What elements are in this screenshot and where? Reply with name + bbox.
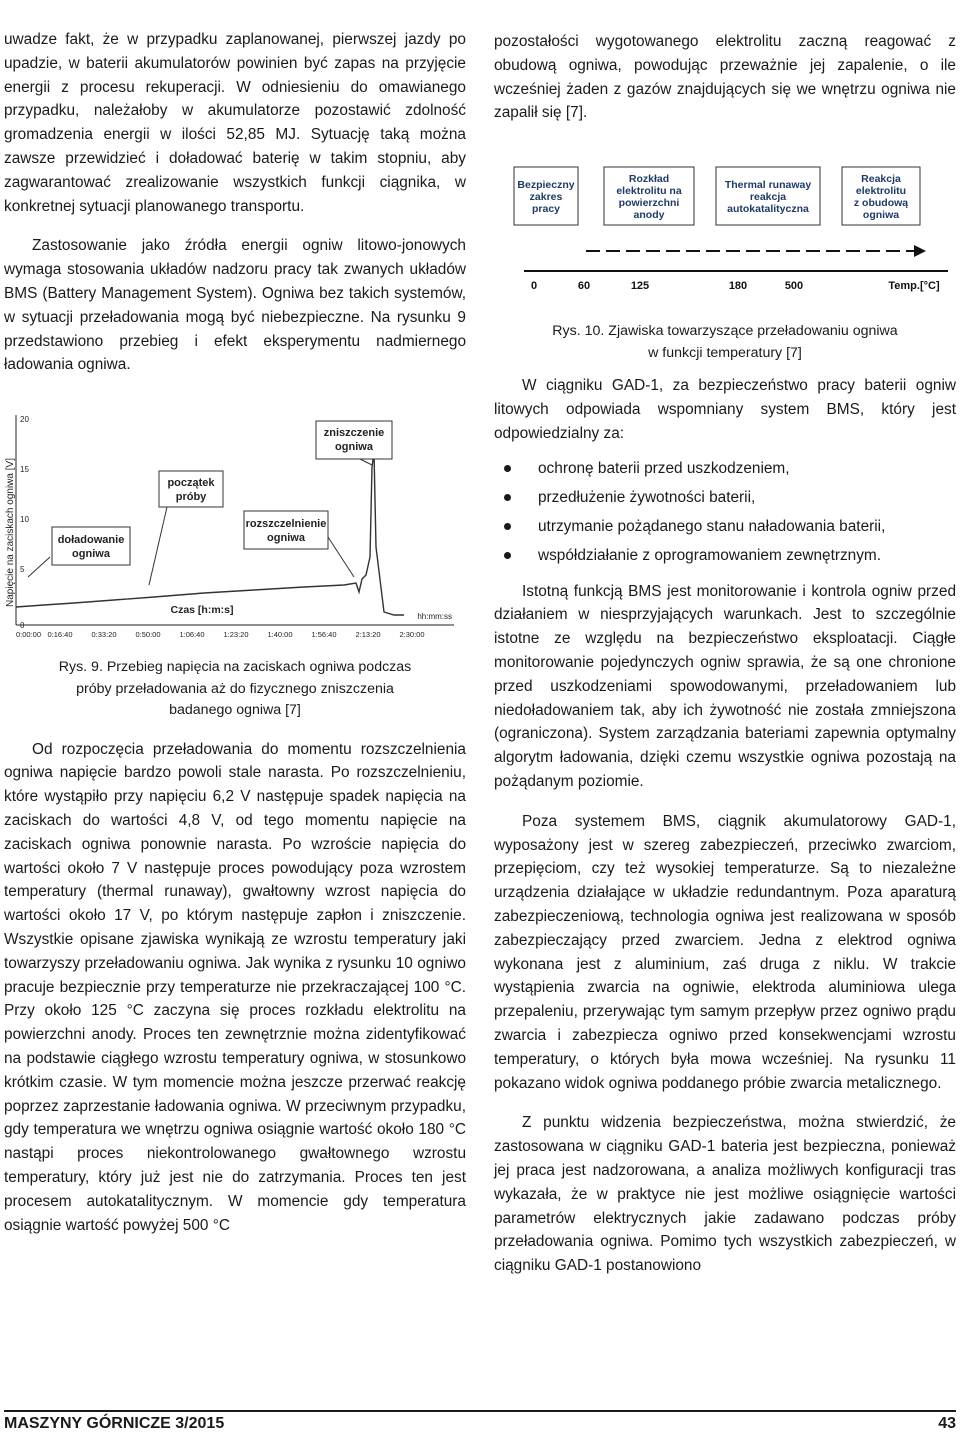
x-tick-label: 0:33:20 [91, 630, 117, 640]
paragraph: Z punktu widzenia bezpieczeństwa, można stwierdzić, że zastosowana w ciągniku GAD-1 bateria jest bezpieczna, ponieważ jej praca jest nadzorowana, a analiza możliwych konfiguracji tras wykazała, że w praktyce nie jest możliwe osiągnięcie wartości parametrów elektrycznych jakie zadawano podczas próby przeładowania ogniwa. Pomimo tych wszystkich zabezpieczeń, w ciągniku GAD-1 postanowiono [494, 1114, 956, 1275]
x-tick-label: 1:40:00 [267, 630, 293, 640]
x-tick-label: 0:00:00 [16, 630, 42, 640]
y-tick-label: 0 [20, 621, 25, 631]
phenomenon-box-text: powierzchni [618, 197, 680, 210]
figure-9-voltage-chart [4, 407, 466, 647]
phenomenon-box-text: zakres [529, 191, 563, 204]
temperature-tick-label: 125 [630, 280, 650, 293]
y-tick-labels [20, 415, 29, 630]
phenomenon-box-text: Reakcja [861, 173, 901, 186]
paragraph: Od rozpoczęcia przeładowania do momentu rozszczelnienia ogniwa napięcie bardzo powoli stale narasta. Po rozszczelnieniu, które wystąpiło przy napięciu 6,2 V następuje spadek napięcia na zaciskach do wartości 4,8 V, od tego momentu napięcie na zaciskach ogniwa ponownie narasta. Po wzroście napięcia do wartości około 7 V następuje proces powodujący poza wzrostem temperatury (thermal runaway), gwałtowny wzrost napięcia do wartości około 17 V, po którym następuje zapłon i zniszczenie. Wszystkie opisane zjawiska wynikają ze wzrostu temperatury jaki towarzyszy przeładowaniu ogniwa. Jak wynika z rysunku 10 ogniwo pracuje bezpiecznie przy temperaturze nie przekraczającej 100 °C. Przy około 125 °C zaczyna się proces rozkładu elektrolitu na powierzchni anody. Proces ten zewnętrznie można zidentyfikować na podstawie ciągłego wzrostu temperatury ogniwa, w stosunkowo krótkim czasie. W tym momencie można jeszcze przerwać reakcję poprzez zaprzestanie ładowania ogniwa. W przeciwnym przypadku, gdy temperatura we wnętrzu ogniwa osiągnie wartość około 180 °C nastąpi proces niekontrolowanego gwałtownego wzrostu temperatury, który już jest nie do zatrzymania. Proces ten jest procesem autokatalitycznym. W momencie gdy temperatura osiągnie wartość powyżej 500 °C [4, 740, 466, 1234]
phenomenon-box-text: anody [633, 209, 665, 222]
svg-text:zniszczenie: zniszczenie [323, 427, 385, 440]
paragraph: Istotną funkcją BMS jest monitorowanie i kontrola ogniw przed działaniem w niesprzyjających warunkach. Jest to szczególnie istotne ze względu na bezpieczeństwo eksploatacji. Ciągłe monitorowanie pojedynczych ogniw sprawia, że są one chronione przed uszkodzeniami spowodowanymi, przeładowaniem lub niedoładowaniem tak, aby ich żywotność nie została zmniejszona (ograniczona). System zarządzania bateriami zapewnia optymalny algorytm ładowania, dzięki czemu wszystkie ogniwa pozostają na pożądanym poziomie. [494, 582, 956, 790]
bullet-icon [504, 552, 511, 559]
paragraph: uwadze fakt, że w przypadku zaplanowanej, pierwszej jazdy po upadzie, w baterii akumulatorów powinien być zapas na przyjęcie energii z procesu rekuperacji. W odniesieniu do omawianego przypadku, należałoby w akumulatorze pozostawić zdolność gromadzenia energii w ilości 52,85 MJ. Sytuację taką można zawsze przewidzieć i doładować baterię w takim stopniu, aby zagwarantować zrealizowanie wszystkich funkcji ciągnika, w konkretnej sytuacji planowanego transportu. [4, 31, 466, 215]
figure-10-caption-line: w funkcji temperatury [7] [648, 344, 802, 361]
phenomenon-box-text: z obudową [853, 197, 909, 210]
phenomenon-box-text: reakcja [749, 191, 787, 204]
right-column [494, 30, 956, 1278]
phenomenon-box-text: ogniwa [862, 209, 900, 222]
paragraph: W ciągniku GAD-1, za bezpieczeństwo pracy baterii ogniw litowych odpowiada wspomniany system BMS, który jest odpowiedzialny za: [494, 377, 956, 442]
svg-text:ogniwa: ogniwa [72, 548, 110, 561]
svg-text:początek: początek [167, 477, 215, 490]
figure-10-temperature-diagram [494, 163, 956, 313]
y-tick-label: 15 [20, 465, 29, 475]
figure-10-caption-line: Rys. 10. Zjawiska towarzyszące przeładowaniu ogniwa [552, 323, 898, 340]
paragraph: pozostałości wygotowanego elektrolitu zaczną reagować z obudową ogniwa, powodując przeważnie jej zapalenie, o ile wcześniej żaden z gazów znajdujących się we wnętrzu ogniwa nie zapalił się [7]. [494, 33, 956, 122]
y-tick-label: 5 [20, 565, 25, 575]
phenomenon-box [716, 167, 820, 225]
arrow-head [914, 245, 926, 257]
temperature-diagram-svg [494, 163, 956, 313]
temperature-tick-label: 180 [728, 280, 748, 293]
temperature-tick-label: 500 [784, 280, 804, 293]
x-tick-labels [16, 630, 425, 639]
footer-divider [4, 1410, 956, 1412]
left-column [4, 28, 466, 1237]
x-tick-label: 1:06:40 [179, 630, 205, 640]
phenomenon-box-text: elektrolitu [855, 185, 907, 198]
bms-responsibility-list [494, 454, 956, 570]
svg-text:doładowanie: doładowanie [57, 534, 125, 547]
page-number: 43 [938, 1415, 956, 1432]
svg-text:ogniwa: ogniwa [335, 441, 373, 454]
phenomenon-box-text: Bezpieczny [517, 179, 575, 192]
list-item: utrzymanie pożądanego stanu naładowania baterii, [494, 512, 956, 541]
temperature-tick-label: 60 [577, 280, 591, 293]
x-tick-label: 0:50:00 [135, 630, 161, 640]
x-tick-label: 1:56:40 [311, 630, 337, 640]
x-tick-label: 2:13:20 [355, 630, 381, 640]
list-item: przedłużenie żywotności baterii, [494, 483, 956, 512]
bullet-icon [504, 465, 511, 472]
annotation-rozszczelnienie [244, 511, 354, 577]
x-unit-label: hh:mm:ss [417, 612, 452, 622]
journal-title: MASZYNY GÓRNICZE 3/2015 [4, 1415, 225, 1432]
phenomenon-box [842, 167, 920, 225]
figure-9-caption-line: Rys. 9. Przebieg napięcia na zaciskach ogniwa podczas [58, 659, 412, 676]
phenomenon-box [514, 167, 578, 225]
phenomenon-box-text: Rozkład [628, 173, 670, 186]
figure-9-caption-line: badanego ogniwa [7] [169, 702, 301, 719]
phenomenon-box [604, 167, 694, 225]
phenomenon-box-text: autokatalityczna [727, 203, 809, 216]
paragraph: Zastosowanie jako źródła energii ogniw litowo-jonowych wymaga stosowania układów nadzoru pracy tak zwanych układów BMS (Battery Management System). Ogniwa bez takich systemów, w sytuacji przeładowania mogą być niebezpieczne. Na rysunku 9 przedstawiono przebieg i efekt eksperymentu nadmiernego ładowania ogniwa. [4, 237, 466, 374]
phenomenon-boxes [514, 167, 920, 225]
y-tick-label: 10 [20, 515, 29, 525]
list-item: współdziałanie z oprogramowaniem zewnętrznym. [494, 541, 956, 570]
temperature-tick-label: 0 [530, 280, 538, 293]
x-tick-label: 0:16:40 [47, 630, 73, 640]
bullet-icon [504, 494, 511, 501]
svg-text:rozszczelnienie: rozszczelnienie [245, 518, 327, 531]
temperature-axis-label: Temp.[°C] [888, 280, 940, 293]
annotation-poczatek [149, 471, 223, 585]
phenomenon-box-text: pracy [531, 203, 561, 216]
annotation-zniszczenie [316, 421, 392, 465]
annotation-doladowanie [28, 527, 130, 577]
paragraph: Poza systemem BMS, ciągnik akumulatorowy GAD-1, wyposażony jest w szereg zabezpieczeń, przeciwko zwarciom, przepięciom, czy też wysokiej temperaturze. Są to niezależne urządzenia działające w układzie redundantnym. Poza aparaturą zabezpieczeniową, technologia ogniwa jest realizowana w sposób zabezpieczający przed zwarciem. Jedna z elektrod ogniwa wykonana jest z aluminium, zaś druga z niklu. W trakcie wystąpienia zwarcia na ogniwie, elektroda aluminiowa ulega przepaleniu, przerywając tym samym przepływ przez ogniwo prądu zwarcia i zabezpiecza ogniwo przed konsekwencjami wzrostu temperatury, o których była mowa wcześniej. Na rysunku 11 pokazano widok ogniwa poddanego próbie zwarcia metalicznego. [494, 812, 956, 1092]
figure-9-caption-line: próby przeładowania aż do fizycznego zniszczenia [76, 680, 394, 697]
y-axis-label: Napięcie na zaciskach ogniwa [V] [5, 458, 16, 608]
voltage-chart-svg [4, 407, 466, 647]
phenomenon-box-text: elektrolitu na [616, 185, 682, 198]
temperature-labels [531, 280, 803, 292]
x-axis-label: Czas [h:m:s] [170, 604, 234, 617]
x-tick-label: 2:30:00 [399, 630, 425, 640]
x-tick-label: 1:23:20 [223, 630, 249, 640]
y-tick-label: 20 [20, 415, 29, 425]
phenomenon-box-text: Thermal runaway [724, 179, 812, 192]
svg-text:próby: próby [175, 491, 207, 504]
list-item: ochronę baterii przed uszkodzeniem, [494, 454, 956, 483]
bullet-icon [504, 523, 511, 530]
svg-text:ogniwa: ogniwa [267, 532, 305, 545]
